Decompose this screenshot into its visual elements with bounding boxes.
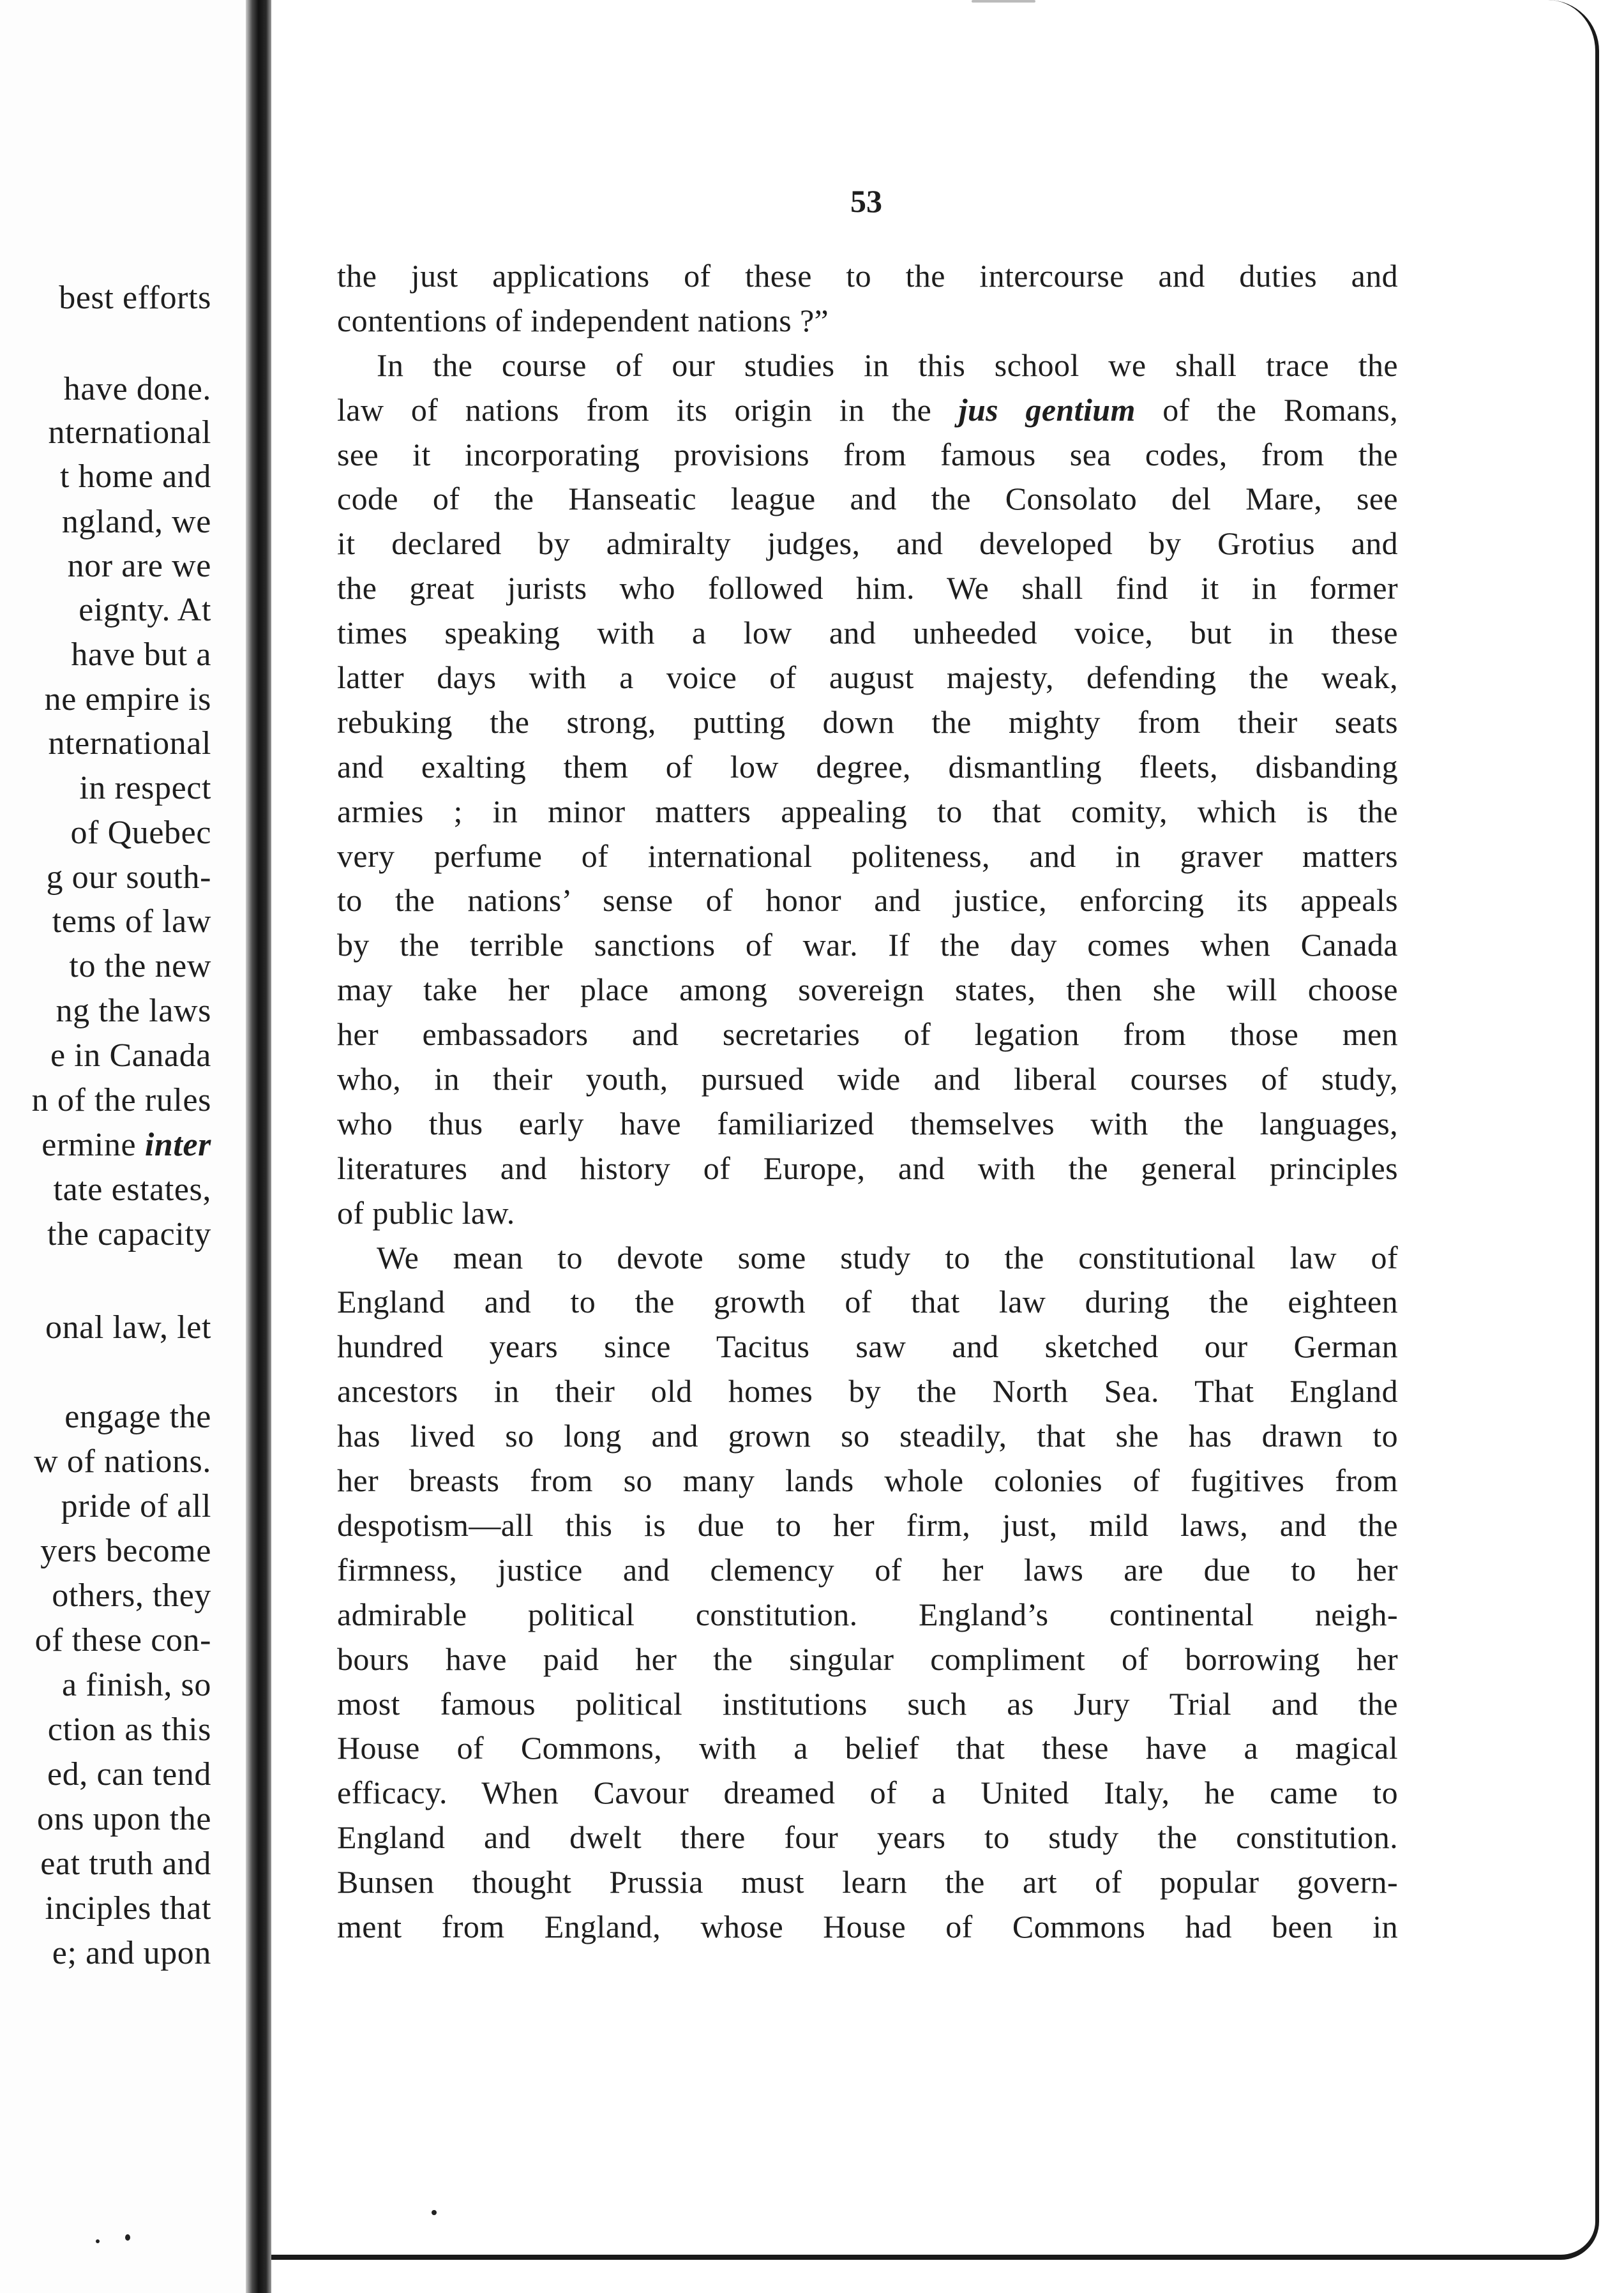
italic-phrase: jus gentium (958, 391, 1136, 428)
text-line: armies ; in minor matters appealing to that comity, which is the (337, 793, 1398, 829)
text-line: her breasts from so many lands whole colonies of fugitives from (337, 1462, 1398, 1499)
left-text-line (41, 1126, 211, 1164)
text-line: the great jurists who followed him. We shall find it in former (337, 570, 1398, 606)
left-text-line: a finish, so (62, 1667, 211, 1703)
left-text-line: t home and (59, 458, 211, 495)
left-text-line: yers become (40, 1533, 211, 1569)
text-line: hundred years since Tacitus saw and sketched our German (337, 1328, 1398, 1365)
text-line: it declared by admiralty judges, and developed by Grotius and (337, 525, 1398, 562)
text-line (337, 388, 1398, 433)
left-text-line: best efforts (59, 280, 211, 316)
left-text-line: tate estates, (53, 1171, 211, 1208)
facing-page-fragment (0, 0, 246, 2293)
text-line: In the course of our studies in this school we shall trace the (377, 347, 1398, 383)
text-line: despotism—all this is due to her firm, just, mild laws, and the (337, 1507, 1398, 1543)
left-text-line: eignty. At (79, 592, 211, 628)
text-line: of public law. (337, 1194, 515, 1231)
left-text-line: ed, can tend (47, 1756, 211, 1793)
text-fragment: of the Romans, (1162, 391, 1399, 428)
left-text-line: others, they (52, 1577, 211, 1614)
text-line: rebuking the strong, putting down the mighty from their seats (337, 703, 1398, 740)
left-text-line: nor are we (67, 548, 211, 584)
text-line: We mean to devote some study to the constitutional law of (377, 1239, 1398, 1275)
scan-speck (96, 2239, 100, 2243)
text-line: England and to the growth of that law during the eighteen (337, 1284, 1398, 1320)
text-line: contentions of independent nations ?” (337, 302, 829, 338)
page-body (337, 254, 1398, 1950)
left-text-line: nternational (48, 414, 211, 451)
left-text-line: ngland, we (61, 504, 211, 540)
left-text-line: ng the laws (56, 993, 211, 1029)
left-text-line: in respect (79, 770, 211, 806)
text-line: her embassadors and secretaries of legation from those men (337, 1016, 1398, 1053)
text-line: ancestors in their old homes by the North Sea. That England (337, 1373, 1398, 1410)
text-line: efficacy. When Cavour dreamed of a United Italy, he came to (337, 1775, 1398, 1811)
text-line: see it incorporating provisions from famous sea codes, from the (337, 436, 1398, 472)
left-text-line: to the new (69, 948, 211, 984)
text-line: code of the Hanseatic league and the Consolato del Mare, see (337, 481, 1398, 517)
left-text-line: g our south- (46, 859, 211, 896)
text-line: Bunsen thought Prussia must learn the art of popular govern- (337, 1864, 1398, 1900)
text-line: House of Commons, with a belief that these have a magical (337, 1730, 1398, 1766)
left-italic-word: inter (144, 1127, 211, 1163)
left-text-line: n of the rules (31, 1082, 211, 1118)
left-text-line: of Quebec (70, 815, 211, 851)
text-line: who, in their youth, pursued wide and liberal courses of study, (337, 1061, 1398, 1097)
text-line: admirable political constitution. England’s continental neigh- (337, 1596, 1398, 1632)
text-line: most famous political institutions such as Jury Trial and the (337, 1685, 1398, 1722)
text-fragment: law of nations from its origin in the (337, 391, 932, 428)
text-line: literatures and history of Europe, and with the general principles (337, 1150, 1398, 1186)
left-text-line: w of nations. (34, 1443, 211, 1480)
left-text-line: e in Canada (50, 1037, 211, 1074)
text-line: times speaking with a low and unheeded voice, but in these (337, 615, 1398, 651)
left-text-line: ne empire is (44, 681, 211, 718)
left-text-line: inciples that (45, 1890, 211, 1927)
text-line: bours have paid her the singular compliment of borrowing her (337, 1641, 1398, 1677)
text-line: may take her place among sovereign states, then she will choose (337, 972, 1398, 1008)
left-text-line: ons upon the (37, 1801, 211, 1837)
left-text-line: eat truth and (40, 1846, 211, 1882)
left-text-line: nternational (48, 725, 211, 762)
text-line: and exalting them of low degree, dismantling fleets, disbanding (337, 748, 1398, 785)
left-text-line: ction as this (47, 1711, 211, 1748)
scan-speck (125, 2234, 130, 2241)
left-text-line: tems of law (52, 903, 211, 940)
left-text-line: have done. (63, 371, 211, 407)
text-line: who thus early have familiarized themselves with the languages, (337, 1105, 1398, 1141)
text-line: latter days with a voice of august majesty, defending the weak, (337, 659, 1398, 696)
left-text-line: pride of all (61, 1488, 211, 1524)
book-page (271, 0, 1599, 2260)
left-text-line: onal law, let (45, 1309, 211, 1346)
text-line: very perfume of international politeness, and in graver matters (337, 838, 1398, 874)
text-line: ment from England, whose House of Commons had been in (337, 1908, 1398, 1944)
left-text-line: the capacity (47, 1216, 211, 1252)
page-number: 53 (850, 183, 882, 219)
text-line: has lived so long and grown so steadily, that she has drawn to (337, 1418, 1398, 1454)
left-text-line: have but a (71, 636, 211, 673)
text-line: firmness, justice and clemency of her laws are due to her (337, 1551, 1398, 1588)
text-line: the just applications of these to the intercourse and duties and (337, 258, 1398, 294)
text-line: to the nations’ sense of honor and justice, enforcing its appeals (337, 882, 1398, 919)
text-line: England and dwelt there four years to study the constitution. (337, 1819, 1398, 1856)
left-text-line: engage the (64, 1399, 211, 1435)
book-gutter (246, 0, 271, 2293)
scan-mark (972, 0, 1035, 3)
left-text-fragment: ermine (41, 1127, 137, 1163)
left-text-line: of these con- (34, 1622, 211, 1658)
text-line: by the terrible sanctions of war. If the day comes when Canada (337, 927, 1398, 963)
scan-speck (432, 2210, 437, 2215)
left-text-line: e; and upon (52, 1935, 211, 1971)
